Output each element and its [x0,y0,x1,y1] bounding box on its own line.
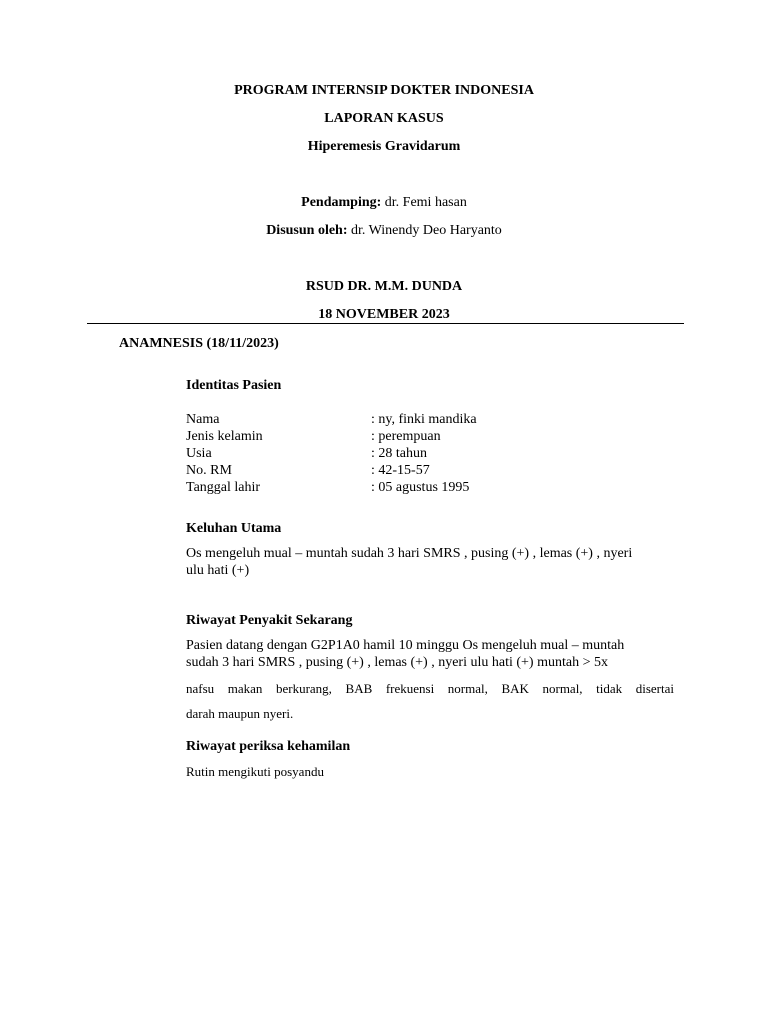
identity-value: : perempuan [371,429,441,444]
identity-value: : ny, finki mandika [371,412,477,427]
anamnesis-heading: ANAMNESIS (18/11/2023) [119,336,279,351]
chief-complaint-text: Os mengeluh mual – muntah sudah 3 hari SMRS , pusing (+) , lemas (+) , nyeri [186,546,633,561]
supervisor-name: dr. Femi hasan [384,195,467,210]
present-illness-text: nafsu makan berkurang, BAB frekuensi normal, BAK normal, tidak disertai [186,681,674,696]
identity-label: Nama [186,412,220,427]
header-divider [87,323,684,324]
report-type: LAPORAN KASUS [324,111,444,126]
report-date: 18 NOVEMBER 2023 [318,307,450,322]
hospital-name: RSUD DR. M.M. DUNDA [305,279,463,294]
supervisor-line [0,195,768,211]
pregnancy-checkup-heading: Riwayat periksa kehamilan [186,739,351,754]
case-title: Hiperemesis Gravidarum [307,139,461,154]
present-illness-heading: Riwayat Penyakit Sekarang [186,613,353,628]
chief-complaint-heading: Keluhan Utama [186,521,282,536]
author-name: dr. Winendy Deo Haryanto [351,223,502,238]
identity-label: Usia [186,446,212,461]
present-illness-text: darah maupun nyeri. [186,706,294,721]
identity-label: Jenis kelamin [186,429,263,444]
pregnancy-checkup-text: Rutin mengikuti posyandu [186,764,324,779]
identity-value: : 42-15-57 [371,463,430,478]
identity-value: : 05 agustus 1995 [371,480,470,495]
present-illness-text: sudah 3 hari SMRS , pusing (+) , lemas (+) , nyeri ulu hati (+) muntah > 5x [186,655,608,670]
chief-complaint-text: ulu hati (+) [186,563,250,578]
author-line [0,223,768,239]
identity-value: : 28 tahun [371,446,427,461]
identity-label: Tanggal lahir [186,480,261,495]
identity-heading: Identitas Pasien [186,378,282,393]
identity-label: No. RM [186,463,232,478]
program-title: PROGRAM INTERNSIP DOKTER INDONESIA [234,83,534,98]
author-label: Disusun oleh: [266,223,348,238]
supervisor-label: Pendamping: [301,195,382,210]
present-illness-text: Pasien datang dengan G2P1A0 hamil 10 minggu Os mengeluh mual – muntah [186,638,625,653]
